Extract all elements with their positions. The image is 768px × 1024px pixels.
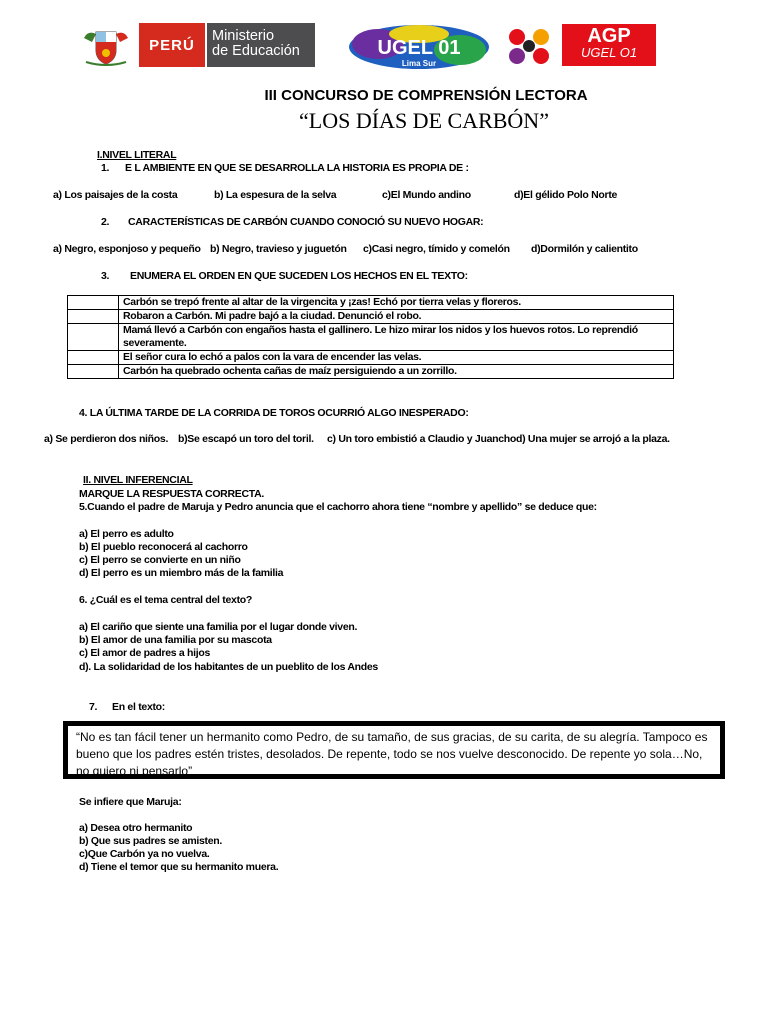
q6-text: 6. ¿Cuál es el tema central del texto? — [79, 594, 252, 606]
order-input-cell[interactable] — [68, 365, 119, 379]
q3-number: 3. — [101, 270, 110, 282]
q4-option-d[interactable]: d) Una mujer se arrojó a la plaza. — [516, 433, 670, 445]
contest-title: III CONCURSO DE COMPRENSIÓN LECTORA — [264, 87, 588, 104]
q7-prompt: Se infiere que Maruja: — [79, 796, 182, 808]
ugel-text: UGEL 01 — [377, 37, 461, 59]
events-order-table — [67, 295, 674, 379]
peru-label: PERÚ — [139, 23, 205, 67]
q2-number: 2. — [101, 216, 110, 228]
order-input-cell[interactable] — [68, 324, 119, 351]
q7-text: En el texto: — [112, 701, 165, 713]
q2-option-b[interactable]: b) Negro, travieso y juguetón — [210, 243, 347, 255]
section1-heading: I.NIVEL LITERAL — [97, 149, 177, 161]
q7-option-c[interactable]: c)Que Carbón ya no vuelva. — [79, 848, 210, 860]
table-row — [68, 296, 674, 310]
agp-logo — [562, 24, 656, 66]
q4-option-a[interactable]: a) Se perdieron dos niños. — [44, 433, 169, 445]
ministry-line2: de Educación — [212, 43, 300, 59]
table-row — [68, 351, 674, 365]
quote-box: “No es tan fácil tener un hermanito como Pedro, de su tamaño, de sus gracias, de su carita, de su alegría. Tampoco es bueno que los padres estén tristes, desolados. De repente, todo se nos vuelve desconocido. De repente yo sola…No, no quiero ni pensarlo” — [63, 721, 725, 779]
section2-instruction: MARQUE LA RESPUESTA CORRECTA. — [79, 488, 264, 500]
q2-option-d[interactable]: d)Dormilón y calientito — [531, 243, 638, 255]
agp-label: AGP — [587, 25, 631, 47]
q1-option-c[interactable]: c)El Mundo andino — [382, 189, 471, 201]
table-row — [68, 365, 674, 379]
q1-option-d[interactable]: d)El gélido Polo Norte — [514, 189, 618, 201]
event-text: El señor cura lo echó a palos con la vara de encender las velas. — [119, 351, 674, 365]
table-row — [68, 310, 674, 324]
q7-number: 7. — [89, 701, 98, 713]
q3-text: ENUMERA EL ORDEN EN QUE SUCEDEN LOS HECHOS EN EL TEXTO: — [130, 270, 468, 282]
q7-option-d[interactable]: d) Tiene el temor que su hermanito muera. — [79, 861, 279, 873]
q4-option-c[interactable]: c) Un toro embistió a Claudio y Juancho — [327, 433, 516, 445]
event-text: Robaron a Carbón. Mi padre bajó a la ciudad. Denunció el robo. — [119, 310, 674, 324]
q2-option-c[interactable]: c)Casi negro, tímido y comelón — [363, 243, 510, 255]
section2-heading: II. NIVEL INFERENCIAL — [83, 474, 193, 486]
q6-option-c[interactable]: c) El amor de padres a hijos — [79, 647, 211, 659]
agp-sub-label: UGEL O1 — [580, 45, 638, 60]
q2-option-a[interactable]: a) Negro, esponjoso y pequeño — [53, 243, 201, 255]
q1-text: E L AMBIENTE EN QUE SE DESARROLLA LA HISTORIA ES PROPIA DE : — [125, 162, 469, 174]
event-text: Mamá llevó a Carbón con engaños hasta el gallinero. Le hizo mirar los nidos y los huevos rotos. Lo reprendió severamente. — [119, 324, 674, 351]
q6-option-d[interactable]: d). La solidaridad de los habitantes de un pueblito de los Andes — [79, 661, 378, 673]
q6-option-a[interactable]: a) El cariño que siente una familia por el lugar donde viven. — [79, 621, 358, 633]
q5-option-a[interactable]: a) El perro es adulto — [79, 528, 174, 540]
event-text: Carbón se trepó frente al altar de la virgencita y ¡zas! Echó por tierra velas y floreros. — [119, 296, 674, 310]
story-title: “LOS DÍAS DE CARBÓN” — [299, 108, 549, 133]
q5-option-b[interactable]: b) El pueblo reconocerá al cachorro — [79, 541, 248, 553]
q4-text: 4. LA ÚLTIMA TARDE DE LA CORRIDA DE TOROS OCURRIÓ ALGO INESPERADO: — [79, 407, 469, 419]
q7-option-a[interactable]: a) Desea otro hermanito — [79, 822, 193, 834]
peru-coat-of-arms-icon — [82, 28, 130, 66]
q7-option-b[interactable]: b) Que sus padres se amisten. — [79, 835, 223, 847]
q5-option-c[interactable]: c) El perro se convierte en un niño — [79, 554, 241, 566]
ministry-logo — [139, 23, 315, 67]
q1-option-a[interactable]: a) Los paisajes de la costa — [53, 189, 178, 201]
order-input-cell[interactable] — [68, 351, 119, 365]
q1-option-b[interactable]: b) La espesura de la selva — [214, 189, 337, 201]
q1-number: 1. — [101, 162, 110, 174]
q5-option-d[interactable]: d) El perro es un miembro más de la familia — [79, 567, 284, 579]
event-text: Carbón ha quebrado ochenta cañas de maíz persiguiendo a un zorrillo. — [119, 365, 674, 379]
q2-text: CARACTERÍSTICAS DE CARBÓN CUANDO CONOCIÓ SU NUEVO HOGAR: — [128, 216, 484, 228]
ugel-sub-text: Lima Sur — [401, 59, 437, 68]
ugel-logo — [348, 20, 490, 70]
table-row — [68, 324, 674, 351]
order-input-cell[interactable] — [68, 310, 119, 324]
ministry-line1: Ministerio — [212, 28, 275, 44]
q5-text: 5.Cuando el padre de Maruja y Pedro anuncia que el cachorro ahora tiene “nombre y apellido” se deduce que: — [79, 501, 597, 513]
order-input-cell[interactable] — [68, 296, 119, 310]
agp-flower-icon — [503, 25, 555, 67]
q6-option-b[interactable]: b) El amor de una familia por su mascota — [79, 634, 272, 646]
q4-option-b[interactable]: b)Se escapó un toro del toril. — [178, 433, 314, 445]
